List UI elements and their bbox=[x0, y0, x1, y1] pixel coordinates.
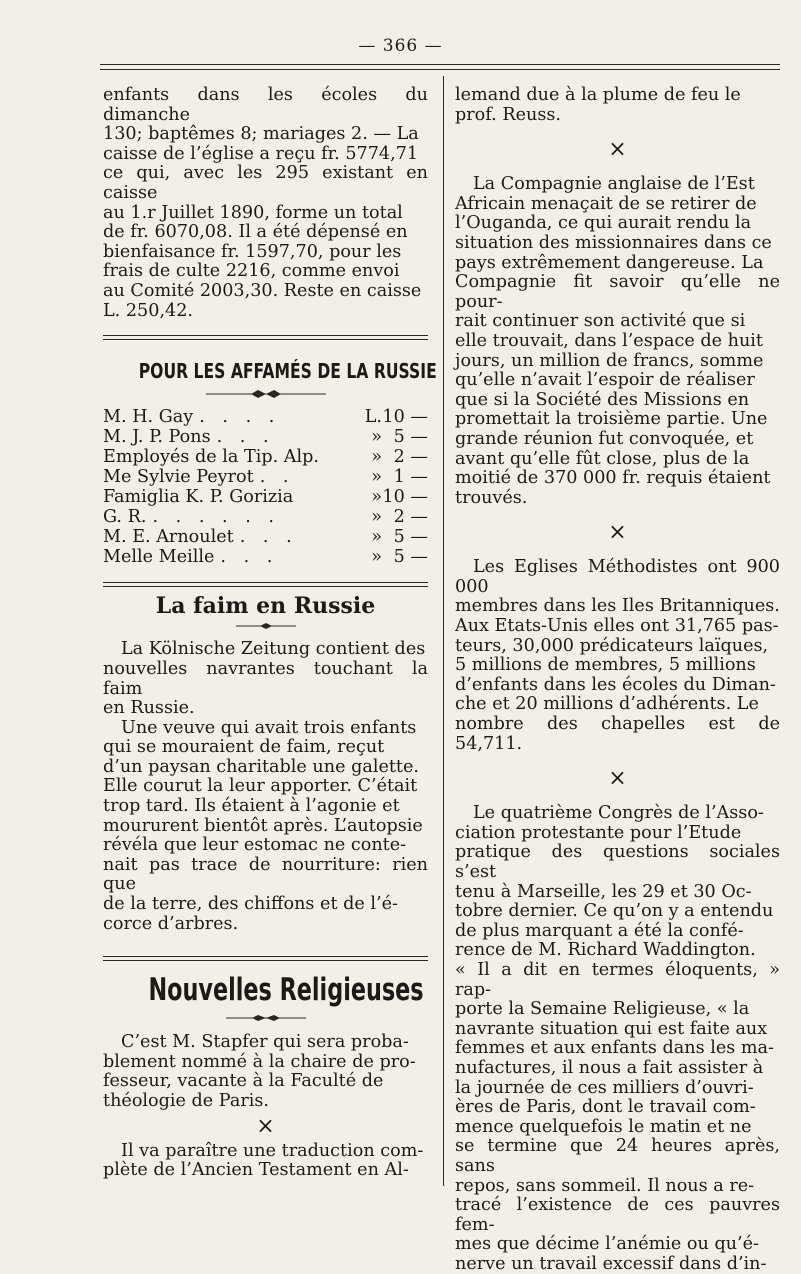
text-line: bienfaisance fr. 1597,70, pour les bbox=[103, 241, 402, 262]
amount: 2 — bbox=[393, 446, 428, 467]
text-line: blement nommé à la chaire de pro- bbox=[103, 1051, 416, 1072]
text-line: membres dans les Iles Britanniques. bbox=[455, 596, 780, 617]
text-line: tobre dernier. Ce qu’on y a entendu bbox=[455, 901, 774, 922]
text-line: mes que décime l’anémie ou qu’é- bbox=[455, 1234, 759, 1255]
text-line: nufactures, il nous a fait assister à bbox=[455, 1057, 764, 1078]
text-line: rence de M. Richard Waddington. bbox=[455, 940, 756, 961]
text-line: plète de l’Ancien Testament en Al- bbox=[103, 1160, 409, 1181]
text-line: ciation protestante pour l’Etude bbox=[455, 822, 742, 843]
text-line: fesseur, vacante à la Faculté de bbox=[103, 1071, 384, 1092]
donation-row bbox=[103, 528, 428, 548]
text-line: jours, un million de francs, somme bbox=[455, 350, 764, 371]
text-line: nombre des chapelles est de 54,711. bbox=[455, 714, 780, 754]
page-number: — 366 — bbox=[358, 36, 443, 56]
section-rule bbox=[103, 956, 428, 961]
amount: 5 — bbox=[393, 546, 428, 567]
text-line: tracé l’existence de ces pauvres fem- bbox=[455, 1195, 780, 1235]
text-line: rait continuer son activité que si bbox=[455, 311, 746, 332]
donor-name: M. H. Gay bbox=[103, 406, 194, 427]
text-line: lemand due à la plume de feu le bbox=[455, 85, 741, 105]
leader-dots: . . bbox=[259, 467, 295, 487]
text-line: moitié de 370 000 fr. requis étaient bbox=[455, 468, 771, 489]
text-line: nouvelles navrantes touchant la faim bbox=[103, 658, 428, 699]
text-line: de la terre, des chiffons et de l’é- bbox=[103, 894, 398, 915]
text-line: prof. Reuss. bbox=[455, 104, 561, 125]
cross-separator: × bbox=[256, 1113, 275, 1139]
text-line: mence quelquefois le matin et ne bbox=[455, 1116, 752, 1137]
faim-paragraph bbox=[103, 640, 428, 718]
donation-row bbox=[103, 428, 428, 448]
text-line: Elle courut la leur apporter. C’était bbox=[103, 776, 418, 797]
text-line: pratique des questions sociales s’est bbox=[455, 842, 780, 882]
text-line: avant qu’elle fût close, plus de la bbox=[455, 448, 750, 469]
header-rule-secondary bbox=[100, 69, 780, 70]
text-line: Compagnie fit savoir qu’elle ne pour- bbox=[455, 272, 780, 312]
compagnie-paragraph bbox=[455, 175, 780, 508]
text-line: ce qui, avec les 295 existant en caisse bbox=[103, 163, 428, 203]
text-line: d’un paysan charitable une galette. bbox=[103, 756, 420, 777]
text-line: la journée de ces milliers d’ouvri- bbox=[455, 1077, 754, 1098]
currency: » bbox=[371, 426, 382, 447]
stapfer-paragraph bbox=[103, 1033, 428, 1111]
lemand-paragraph bbox=[455, 86, 780, 125]
currency: » bbox=[371, 546, 382, 567]
veuve-paragraph bbox=[103, 719, 428, 935]
text-line: de fr. 6070,08. Il a été dépensé en bbox=[103, 222, 408, 243]
text-line: teurs, 30,000 prédicateurs laïques, bbox=[455, 635, 769, 656]
text-line: C’est M. Stapfer qui sera proba- bbox=[121, 1032, 409, 1053]
text-line: La Kölnische Zeitung contient des bbox=[121, 639, 426, 660]
text-line: enfants dans les écoles du dimanche bbox=[103, 85, 428, 125]
text-line: se termine que 24 heures après, sans bbox=[455, 1136, 780, 1176]
text-line: nait pas trace de nourriture: rien que bbox=[103, 854, 428, 895]
currency: » bbox=[371, 506, 382, 527]
ornament-divider bbox=[216, 1013, 316, 1023]
text-line: qu’elle n’avait l’espoir de réaliser bbox=[455, 370, 755, 391]
amount: 10 — bbox=[382, 486, 428, 507]
amount: 5 — bbox=[393, 426, 428, 447]
text-line: révéla que leur estomac ne conte- bbox=[103, 835, 407, 856]
leader-dots: . . . . bbox=[199, 407, 281, 427]
donation-list bbox=[103, 408, 428, 568]
text-line: La Compagnie anglaise de l’Est bbox=[473, 174, 755, 195]
text-line: trop tard. Ils étaient à l’agonie et bbox=[103, 796, 400, 817]
text-line: 5 millions de membres, 5 millions bbox=[455, 655, 756, 676]
heading-affames: POUR LES AFFAMÉS DE LA RUSSIE bbox=[138, 359, 437, 384]
donor-name: Melle Meille bbox=[103, 546, 215, 567]
right-column bbox=[455, 86, 780, 1274]
text-line: Le quatrième Congrès de l’Asso- bbox=[473, 803, 764, 824]
text-line: « Il a dit en termes éloquents, » rap- bbox=[455, 959, 780, 1000]
currency: » bbox=[371, 446, 382, 467]
leader-dots: . . . . . . bbox=[152, 507, 280, 527]
text-line: tenu à Marseille, les 29 et 30 Oc- bbox=[455, 881, 752, 902]
leader-dots: . . . bbox=[220, 547, 279, 567]
text-line: en Russie. bbox=[103, 698, 195, 719]
text-line: trouvés. bbox=[455, 487, 528, 508]
donor-name: G. R. bbox=[103, 506, 147, 527]
currency: » bbox=[371, 486, 382, 507]
left-column bbox=[103, 85, 437, 1181]
text-line: Les Eglises Méthodistes ont 900 000 bbox=[455, 557, 780, 597]
ornament-divider bbox=[206, 388, 326, 400]
cross-separator: × bbox=[608, 137, 627, 163]
text-line: pays extrêmement dangereuse. La bbox=[455, 252, 764, 273]
currency: » bbox=[371, 526, 382, 547]
donor-name: Employés de la Tip. Alp. bbox=[103, 446, 319, 467]
text-line: caisse de l’église a reçu fr. 5774,71 bbox=[103, 143, 419, 164]
donation-row bbox=[103, 488, 428, 508]
text-line: repos, sans sommeil. Il nous a re- bbox=[455, 1175, 755, 1196]
intro-paragraph bbox=[103, 86, 428, 321]
text-line: que si la Société des Missions en bbox=[455, 389, 750, 410]
text-line: grande réunion fut convoquée, et bbox=[455, 428, 754, 449]
eglises-paragraph bbox=[455, 558, 780, 754]
text-line: situation des missionnaires dans ce bbox=[455, 232, 772, 253]
text-line: qui se mouraient de faim, reçut bbox=[103, 737, 385, 758]
congres-paragraph bbox=[455, 804, 780, 1274]
donor-name: M. J. P. Pons bbox=[103, 426, 211, 447]
cross-separator: × bbox=[608, 766, 627, 792]
header-rule bbox=[100, 64, 780, 65]
text-line: moururent bientôt après. L’autopsie bbox=[103, 815, 423, 836]
section-rule bbox=[103, 335, 428, 340]
column-divider bbox=[443, 76, 444, 1186]
amount: 1 — bbox=[393, 466, 428, 487]
text-line: L. 250,42. bbox=[103, 300, 194, 321]
donation-row bbox=[103, 548, 428, 568]
text-line: théologie de Paris. bbox=[103, 1091, 269, 1111]
cross-separator: × bbox=[608, 520, 627, 546]
donation-row bbox=[103, 508, 428, 528]
amount: 2 — bbox=[393, 506, 428, 527]
text-line: Aux Etats-Unis elles ont 31,765 pas- bbox=[455, 616, 779, 637]
leader-dots: . . . bbox=[239, 527, 298, 547]
currency: L. bbox=[364, 406, 382, 427]
text-line: che et 20 millions d’adhérents. Le bbox=[455, 694, 759, 715]
donation-row bbox=[103, 468, 428, 488]
text-line: frais de culte 2216, comme envoi bbox=[103, 261, 400, 282]
currency: » bbox=[371, 466, 382, 487]
text-line: ères de Paris, dont le travail com- bbox=[455, 1097, 756, 1118]
donation-row bbox=[103, 448, 428, 468]
text-line: nerve un travail excessif dans d’in- bbox=[455, 1253, 767, 1274]
text-line: promettait la troisième partie. Une bbox=[455, 409, 768, 430]
text-line: navrante situation qui est faite aux bbox=[455, 1018, 768, 1039]
text-line: au Comité 2003,30. Reste en caisse bbox=[103, 280, 422, 301]
ornament-divider bbox=[226, 622, 306, 630]
text-line: corce d’arbres. bbox=[103, 913, 239, 934]
donor-name: Me Sylvie Peyrot bbox=[103, 466, 254, 487]
text-line: Africain menaçait de se retirer de bbox=[455, 193, 757, 214]
donor-name: M. E. Arnoulet bbox=[103, 526, 234, 547]
section-rule bbox=[103, 582, 428, 587]
donation-row bbox=[103, 408, 428, 428]
text-line: Une veuve qui avait trois enfants bbox=[121, 717, 417, 738]
traduction-paragraph bbox=[103, 1142, 428, 1181]
text-line: porte la Semaine Religieuse, « la bbox=[455, 999, 750, 1020]
amount: 10 — bbox=[382, 406, 428, 427]
leader-dots: . . . bbox=[216, 427, 275, 447]
text-line: femmes et aux enfants dans les ma- bbox=[455, 1038, 774, 1059]
heading-nouvelles: Nouvelles Religieuses bbox=[148, 972, 424, 1009]
text-line: d’enfants dans les écoles du Diman- bbox=[455, 674, 776, 695]
text-line: 130; baptêmes 8; mariages 2. — La bbox=[103, 124, 419, 145]
amount: 5 — bbox=[393, 526, 428, 547]
text-line: elle trouvait, dans l’espace de huit bbox=[455, 330, 763, 351]
text-line: Il va paraître une traduction com- bbox=[121, 1140, 424, 1161]
heading-faim: La faim en Russie bbox=[155, 592, 376, 619]
text-line: au 1.r Juillet 1890, forme un total bbox=[103, 202, 403, 223]
text-line: l’Ouganda, ce qui aurait rendu la bbox=[455, 213, 752, 234]
text-line: de plus marquant a été la confé- bbox=[455, 920, 744, 941]
donor-name: Famiglia K. P. Gorizia bbox=[103, 486, 294, 507]
